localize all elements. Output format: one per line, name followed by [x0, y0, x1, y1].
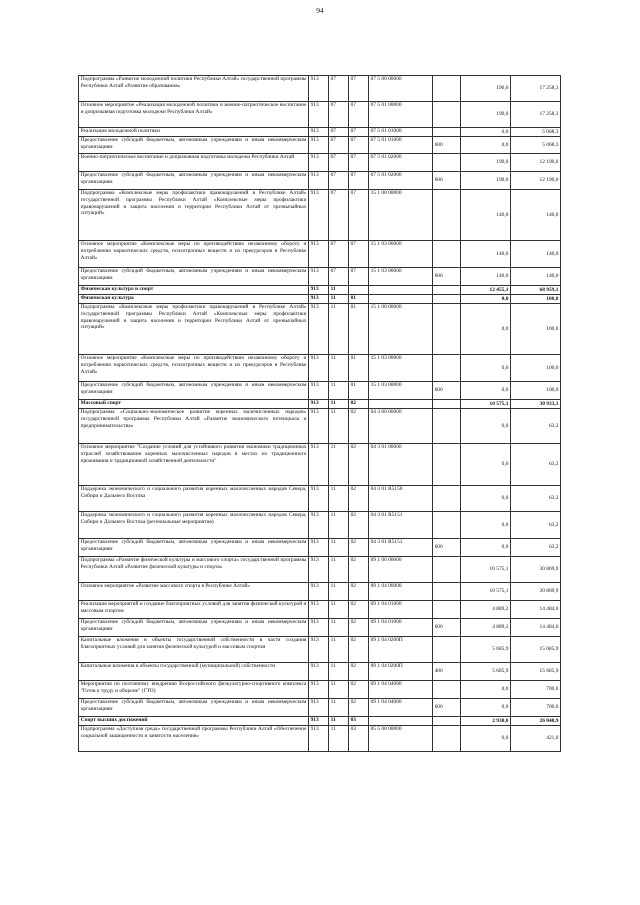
row-sum-2020-cell: 14 484,0 — [511, 619, 561, 637]
row-sum-2019-cell: 0,0 — [461, 355, 511, 382]
row-sum-2020-cell: 700,0 — [511, 699, 561, 717]
row-vr-code-cell — [433, 400, 461, 409]
row-sum-2020-cell: 12 190,0 — [511, 172, 561, 190]
row-cs-code-cell: 07 5 01 02000 — [369, 172, 433, 190]
row-pr-code-cell: 07 — [349, 102, 369, 128]
table-row — [79, 102, 561, 128]
row-name-cell: Предоставление субсидий бюджетным, автономным учреждениям и иным некоммерческим организациям — [79, 539, 309, 557]
row-vr-code-cell — [433, 444, 461, 486]
row-pr-code-cell: 02 — [349, 619, 369, 637]
row-sum-2019-cell: 140,0 — [461, 190, 511, 241]
row-gr-code-cell: 913 — [309, 172, 329, 190]
row-pr-code-cell: 03 — [349, 717, 369, 726]
row-sum-2019-cell: 0,0 — [461, 539, 511, 557]
row-gr-code-cell: 913 — [309, 355, 329, 382]
row-vr-code-cell: 400 — [433, 663, 461, 681]
row-sum-2020-cell: 421,0 — [511, 726, 561, 752]
row-sum-2020-cell: 63,2 — [511, 409, 561, 444]
row-sum-2020-cell: 63,2 — [511, 486, 561, 512]
row-name-cell: Военно-патриотическое воспитание и допризывная подготовка молодежи Республики Алтай — [79, 154, 309, 172]
row-gr-code-cell: 913 — [309, 619, 329, 637]
row-pr-code-cell: 02 — [349, 663, 369, 681]
row-vr-code-cell — [433, 637, 461, 663]
row-cs-code-cell: 04 3 01 R5151 — [369, 539, 433, 557]
budget-table-body — [79, 76, 561, 752]
row-gr-code-cell: 913 — [309, 726, 329, 752]
row-sum-2020-cell: 5 068,3 — [511, 137, 561, 154]
row-sum-2020-cell: 140,0 — [511, 241, 561, 268]
row-name-cell: Основное мероприятие "Создание условий для устойчивого развития экономики традиционных отраслей хозяйствования коренных малочисленных народов в местах их традиционного проживания и традиционной хозяйственной деятельности" — [79, 444, 309, 486]
row-gr-code-cell: 913 — [309, 663, 329, 681]
row-vr-code-cell — [433, 726, 461, 752]
row-sum-2020-cell: 100,0 — [511, 355, 561, 382]
row-pr-code-cell: 02 — [349, 486, 369, 512]
row-cs-code-cell: 04 3 01 00000 — [369, 444, 433, 486]
row-pr-code-cell: 02 — [349, 557, 369, 583]
row-vr-code-cell — [433, 154, 461, 172]
table-row — [79, 539, 561, 557]
table-row — [79, 699, 561, 717]
row-sum-2019-cell: 140,0 — [461, 241, 511, 268]
row-name-cell: Спорт высших достижений — [79, 717, 309, 726]
row-rz-code-cell: 11 — [329, 557, 349, 583]
table-row — [79, 172, 561, 190]
row-pr-code-cell: 03 — [349, 726, 369, 752]
row-name-cell: Основное мероприятие «Реализация молодежной политики и военно-патриотическое воспитание и допризывная подготовка молодежи Республики Алтай» — [79, 102, 309, 128]
row-cs-code-cell: 05 5 00 00000 — [369, 726, 433, 752]
row-name-cell: Физическая культура и спорт — [79, 286, 309, 295]
row-sum-2019-cell: 140,0 — [461, 268, 511, 286]
row-name-cell: Капитальные вложения в объекты государственной собственности в части создания благоприятных условий для занятия физической культурой и массовым спортом — [79, 637, 309, 663]
row-vr-code-cell: 600 — [433, 268, 461, 286]
row-gr-code-cell: 913 — [309, 601, 329, 619]
row-pr-code-cell: 01 — [349, 355, 369, 382]
row-cs-code-cell: 15 1 03 00000 — [369, 241, 433, 268]
row-sum-2019-cell: 0,0 — [461, 681, 511, 699]
row-gr-code-cell: 913 — [309, 699, 329, 717]
row-cs-code-cell: 15 1 03 00000 — [369, 355, 433, 382]
row-name-cell: Подпрограмма «Комплексные меры профилактики правонарушений в Республике Алтай» государственной программы Республики Алтай «Комплексные меры профилактики правонарушений и защита населения и территории Республики Алтай от чрезвычайных ситуаций» — [79, 190, 309, 241]
row-sum-2019-cell: 0,0 — [461, 304, 511, 355]
row-pr-code-cell: 07 — [349, 128, 369, 137]
row-sum-2019-cell: 0,0 — [461, 382, 511, 400]
row-cs-code-cell: 07 5 01 01000 — [369, 137, 433, 154]
row-name-cell: Подпрограмма «Развитие физической культуры и массового спорта» государственной программы Республики Алтай «Развитие физической культуры и спорта» — [79, 557, 309, 583]
row-rz-code-cell: 07 — [329, 172, 349, 190]
table-row — [79, 583, 561, 601]
row-cs-code-cell — [369, 295, 433, 304]
row-rz-code-cell: 11 — [329, 539, 349, 557]
row-name-cell: Физическая культура — [79, 295, 309, 304]
row-vr-code-cell — [433, 583, 461, 601]
row-cs-code-cell: 15 1 03 00000 — [369, 382, 433, 400]
row-sum-2020-cell: 17 258,3 — [511, 76, 561, 102]
row-sum-2019-cell: 2 930,0 — [461, 717, 511, 726]
row-name-cell: Поддержка экономического и социального развития коренных малочисленных народов Севера, Сибири и Дальнего Востока — [79, 486, 309, 512]
row-sum-2019-cell: 10 575,1 — [461, 557, 511, 583]
row-gr-code-cell: 913 — [309, 382, 329, 400]
row-cs-code-cell: 07 5 01 01000 — [369, 128, 433, 137]
row-gr-code-cell: 913 — [309, 268, 329, 286]
row-rz-code-cell: 11 — [329, 512, 349, 539]
row-rz-code-cell: 07 — [329, 154, 349, 172]
row-rz-code-cell: 07 — [329, 76, 349, 102]
row-pr-code-cell: 02 — [349, 444, 369, 486]
row-vr-code-cell — [433, 512, 461, 539]
row-gr-code-cell: 913 — [309, 557, 329, 583]
row-pr-code-cell: 07 — [349, 241, 369, 268]
row-name-cell: Подпрограмма «Развитие молодежной политики Республики Алтай» государственной программы Республики Алтай «Развитие образования» — [79, 76, 309, 102]
row-pr-code-cell: 02 — [349, 637, 369, 663]
row-gr-code-cell: 913 — [309, 717, 329, 726]
row-name-cell: Основное мероприятие «Комплексные меры по противодействию незаконному обороту и потреблению наркотических средств, психотропных веществ и их прекурсоров в Республике Алтай» — [79, 241, 309, 268]
row-name-cell: Поддержка экономического и социального развития коренных малочисленных народов Севера, Сибири и Дальнего Востока (региональные мероприятия) — [79, 512, 309, 539]
table-row — [79, 726, 561, 752]
row-name-cell: Подпрограмма «Доступная среда» государственной программы Республики Алтай «Обеспечение социальной защищенности и занятости населения» — [79, 726, 309, 752]
table-row — [79, 268, 561, 286]
row-vr-code-cell — [433, 241, 461, 268]
table-row — [79, 76, 561, 102]
table-row — [79, 286, 561, 295]
row-rz-code-cell: 11 — [329, 583, 349, 601]
row-cs-code-cell: 15 1 00 00000 — [369, 304, 433, 355]
row-cs-code-cell: 04 3 00 00000 — [369, 409, 433, 444]
page-number: 94 — [316, 6, 324, 15]
row-vr-code-cell — [433, 601, 461, 619]
row-name-cell: Предоставление субсидий бюджетным, автономным учреждениям и иным некоммерческим организациям — [79, 172, 309, 190]
row-pr-code-cell: 07 — [349, 154, 369, 172]
row-rz-code-cell: 11 — [329, 699, 349, 717]
table-row — [79, 382, 561, 400]
row-rz-code-cell: 11 — [329, 400, 349, 409]
row-vr-code-cell — [433, 286, 461, 295]
row-gr-code-cell: 913 — [309, 486, 329, 512]
row-pr-code-cell: 02 — [349, 400, 369, 409]
row-rz-code-cell: 07 — [329, 102, 349, 128]
row-rz-code-cell: 11 — [329, 295, 349, 304]
row-cs-code-cell: 15 1 00 00000 — [369, 190, 433, 241]
table-row — [79, 304, 561, 355]
row-sum-2019-cell: 190,0 — [461, 154, 511, 172]
row-sum-2019-cell: 0,0 — [461, 512, 511, 539]
row-gr-code-cell: 913 — [309, 444, 329, 486]
row-cs-code-cell: 04 3 01 R5151 — [369, 512, 433, 539]
row-sum-2020-cell: 12 190,0 — [511, 154, 561, 172]
row-vr-code-cell — [433, 486, 461, 512]
row-gr-code-cell: 913 — [309, 241, 329, 268]
row-sum-2019-cell: 0,0 — [461, 699, 511, 717]
row-gr-code-cell: 913 — [309, 137, 329, 154]
table-row — [79, 137, 561, 154]
table-row — [79, 619, 561, 637]
row-cs-code-cell: 09 1 00 00000 — [369, 557, 433, 583]
row-sum-2020-cell: 30 869,9 — [511, 557, 561, 583]
row-name-cell: Предоставление субсидий бюджетным, автономным учреждениям и иным некоммерческим организациям — [79, 619, 309, 637]
row-gr-code-cell: 913 — [309, 637, 329, 663]
row-pr-code-cell: 01 — [349, 304, 369, 355]
row-vr-code-cell: 600 — [433, 172, 461, 190]
table-row — [79, 681, 561, 699]
table-row — [79, 637, 561, 663]
row-pr-code-cell: 02 — [349, 512, 369, 539]
row-name-cell: Мероприятия по поэтапному внедрению Всероссийского физкультурно-спортивного комплекса "Готов к труду и обороне" (ГТО) — [79, 681, 309, 699]
row-pr-code-cell: 07 — [349, 190, 369, 241]
table-row — [79, 512, 561, 539]
row-pr-code-cell: 02 — [349, 699, 369, 717]
row-pr-code-cell: 02 — [349, 409, 369, 444]
row-vr-code-cell: 600 — [433, 539, 461, 557]
row-vr-code-cell — [433, 102, 461, 128]
row-cs-code-cell: 09 1 04 00000 — [369, 583, 433, 601]
row-name-cell: Предоставление субсидий бюджетным, автономным учреждениям и иным некоммерческим организациям — [79, 268, 309, 286]
row-sum-2019-cell: 0,0 — [461, 444, 511, 486]
row-sum-2020-cell: 63,2 — [511, 512, 561, 539]
row-gr-code-cell: 913 — [309, 102, 329, 128]
row-pr-code-cell: 07 — [349, 137, 369, 154]
row-name-cell: Капитальные вложения в объекты государственной (муниципальной) собственности — [79, 663, 309, 681]
row-sum-2019-cell: 0,0 — [461, 486, 511, 512]
row-cs-code-cell: 09 1 04 04000 — [369, 681, 433, 699]
row-rz-code-cell: 11 — [329, 726, 349, 752]
row-vr-code-cell — [433, 190, 461, 241]
row-gr-code-cell: 913 — [309, 583, 329, 601]
row-sum-2020-cell: 63,2 — [511, 539, 561, 557]
row-sum-2020-cell: 14 484,0 — [511, 601, 561, 619]
row-sum-2019-cell: 190,0 — [461, 102, 511, 128]
row-sum-2020-cell: 17 258,3 — [511, 102, 561, 128]
row-sum-2019-cell: 4 889,2 — [461, 601, 511, 619]
row-rz-code-cell: 11 — [329, 286, 349, 295]
row-vr-code-cell — [433, 355, 461, 382]
row-cs-code-cell — [369, 286, 433, 295]
row-pr-code-cell: 02 — [349, 601, 369, 619]
row-cs-code-cell: 07 5 01 00000 — [369, 102, 433, 128]
row-name-cell: Реализация молодежной политики — [79, 128, 309, 137]
row-sum-2020-cell: 140,0 — [511, 268, 561, 286]
row-rz-code-cell: 07 — [329, 137, 349, 154]
row-vr-code-cell: 600 — [433, 137, 461, 154]
row-vr-code-cell: 600 — [433, 699, 461, 717]
row-sum-2020-cell: 15 685,9 — [511, 637, 561, 663]
table-row — [79, 400, 561, 409]
row-sum-2019-cell: 5 685,9 — [461, 637, 511, 663]
row-vr-code-cell — [433, 557, 461, 583]
row-rz-code-cell: 07 — [329, 190, 349, 241]
table-row — [79, 444, 561, 486]
row-pr-code-cell: 01 — [349, 295, 369, 304]
row-sum-2020-cell: 100,0 — [511, 382, 561, 400]
row-sum-2020-cell: 140,0 — [511, 190, 561, 241]
table-row — [79, 409, 561, 444]
row-rz-code-cell: 11 — [329, 444, 349, 486]
row-rz-code-cell: 07 — [329, 128, 349, 137]
row-rz-code-cell: 11 — [329, 409, 349, 444]
row-sum-2019-cell: 10 575,1 — [461, 400, 511, 409]
row-rz-code-cell: 11 — [329, 382, 349, 400]
row-gr-code-cell: 913 — [309, 154, 329, 172]
table-row — [79, 295, 561, 304]
row-sum-2020-cell: 15 685,9 — [511, 663, 561, 681]
row-pr-code-cell: 01 — [349, 382, 369, 400]
row-rz-code-cell: 11 — [329, 637, 349, 663]
row-gr-code-cell: 913 — [309, 512, 329, 539]
row-vr-code-cell — [433, 409, 461, 444]
row-pr-code-cell: 07 — [349, 268, 369, 286]
row-cs-code-cell: 09 1 04 0200П — [369, 663, 433, 681]
table-row — [79, 154, 561, 172]
row-cs-code-cell: 09 1 04 01000 — [369, 619, 433, 637]
row-rz-code-cell: 11 — [329, 663, 349, 681]
row-sum-2019-cell: 0,0 — [461, 409, 511, 444]
table-row — [79, 486, 561, 512]
row-name-cell: Массовый спорт — [79, 400, 309, 409]
row-name-cell: Основное мероприятие «Развитие массового спорта в Республике Алтай» — [79, 583, 309, 601]
row-sum-2020-cell: 30 869,9 — [511, 583, 561, 601]
row-pr-code-cell — [349, 286, 369, 295]
row-sum-2020-cell: 68 959,1 — [511, 286, 561, 295]
row-vr-code-cell — [433, 304, 461, 355]
row-vr-code-cell — [433, 76, 461, 102]
row-sum-2019-cell: 190,0 — [461, 76, 511, 102]
row-pr-code-cell: 02 — [349, 539, 369, 557]
table-row — [79, 128, 561, 137]
row-vr-code-cell: 600 — [433, 619, 461, 637]
row-name-cell: Реализация мероприятий и создание благоприятных условий для занятия физической культурой и массовым спортом — [79, 601, 309, 619]
row-sum-2019-cell: 12 455,1 — [461, 286, 511, 295]
row-name-cell: Подпрограмма «Социально-экономическое развитие коренных малочисленных народов» государственной программы Республики Алтай «Развитие экономического потенциала и предпринимательства» — [79, 409, 309, 444]
row-vr-code-cell: 600 — [433, 382, 461, 400]
row-cs-code-cell: 07 5 01 02000 — [369, 154, 433, 172]
row-name-cell: Подпрограмма «Комплексные меры профилактики правонарушений в Республике Алтай» государственной программы Республики Алтай «Комплексные меры профилактики правонарушений и защита населения и территории Республики Алтай от чрезвычайных ситуаций» — [79, 304, 309, 355]
row-vr-code-cell — [433, 681, 461, 699]
row-name-cell: Предоставление субсидий бюджетным, автономным учреждениям и иным некоммерческим организациям — [79, 382, 309, 400]
row-rz-code-cell: 11 — [329, 486, 349, 512]
row-cs-code-cell: 15 1 03 00000 — [369, 268, 433, 286]
row-name-cell: Основное мероприятие «Комплексные меры по противодействию незаконному обороту и потреблению наркотических средств, психотропных веществ и их прекурсоров в Республике Алтай» — [79, 355, 309, 382]
row-cs-code-cell — [369, 717, 433, 726]
row-sum-2020-cell: 5 068,3 — [511, 128, 561, 137]
row-rz-code-cell: 11 — [329, 304, 349, 355]
table-row — [79, 601, 561, 619]
row-rz-code-cell: 11 — [329, 717, 349, 726]
row-vr-code-cell — [433, 295, 461, 304]
row-gr-code-cell: 913 — [309, 409, 329, 444]
table-row — [79, 355, 561, 382]
row-gr-code-cell: 913 — [309, 190, 329, 241]
row-pr-code-cell: 02 — [349, 583, 369, 601]
row-sum-2019-cell: 5 685,9 — [461, 663, 511, 681]
row-pr-code-cell: 02 — [349, 681, 369, 699]
budget-table — [78, 75, 561, 752]
row-sum-2019-cell: 190,0 — [461, 172, 511, 190]
row-cs-code-cell: 09 1 04 04000 — [369, 699, 433, 717]
row-sum-2019-cell: 0,0 — [461, 295, 511, 304]
row-name-cell: Предоставление субсидий бюджетным, автономным учреждениям и иным некоммерческим организациям — [79, 137, 309, 154]
row-sum-2020-cell: 26 048,9 — [511, 717, 561, 726]
row-pr-code-cell: 07 — [349, 172, 369, 190]
row-cs-code-cell: 04 3 01 R5150 — [369, 486, 433, 512]
row-gr-code-cell: 913 — [309, 128, 329, 137]
row-sum-2020-cell: 100,0 — [511, 304, 561, 355]
row-cs-code-cell: 09 1 04 0200П — [369, 637, 433, 663]
row-gr-code-cell: 913 — [309, 304, 329, 355]
row-gr-code-cell: 913 — [309, 76, 329, 102]
row-rz-code-cell: 07 — [329, 268, 349, 286]
row-sum-2020-cell: 700,0 — [511, 681, 561, 699]
row-vr-code-cell — [433, 717, 461, 726]
row-gr-code-cell: 913 — [309, 539, 329, 557]
table-row — [79, 557, 561, 583]
table-row — [79, 717, 561, 726]
row-sum-2020-cell: 63,2 — [511, 444, 561, 486]
row-cs-code-cell: 09 1 04 01000 — [369, 601, 433, 619]
row-sum-2019-cell: 0,0 — [461, 137, 511, 154]
row-sum-2020-cell: 30 933,1 — [511, 400, 561, 409]
table-row — [79, 663, 561, 681]
row-sum-2020-cell: 100,0 — [511, 295, 561, 304]
table-row — [79, 190, 561, 241]
row-sum-2019-cell: 0,0 — [461, 726, 511, 752]
row-gr-code-cell: 913 — [309, 286, 329, 295]
row-name-cell: Предоставление субсидий бюджетным, автономным учреждениям и иным некоммерческим организациям — [79, 699, 309, 717]
row-rz-code-cell: 11 — [329, 601, 349, 619]
row-gr-code-cell: 913 — [309, 295, 329, 304]
row-rz-code-cell: 11 — [329, 681, 349, 699]
row-gr-code-cell: 913 — [309, 681, 329, 699]
table-row — [79, 241, 561, 268]
row-rz-code-cell: 11 — [329, 619, 349, 637]
row-sum-2019-cell: 0,0 — [461, 128, 511, 137]
row-cs-code-cell — [369, 400, 433, 409]
row-sum-2019-cell: 10 575,1 — [461, 583, 511, 601]
row-pr-code-cell: 07 — [349, 76, 369, 102]
row-gr-code-cell: 913 — [309, 400, 329, 409]
row-sum-2019-cell: 4 889,2 — [461, 619, 511, 637]
row-rz-code-cell: 07 — [329, 241, 349, 268]
row-rz-code-cell: 11 — [329, 355, 349, 382]
row-cs-code-cell: 07 5 00 00000 — [369, 76, 433, 102]
row-vr-code-cell — [433, 128, 461, 137]
